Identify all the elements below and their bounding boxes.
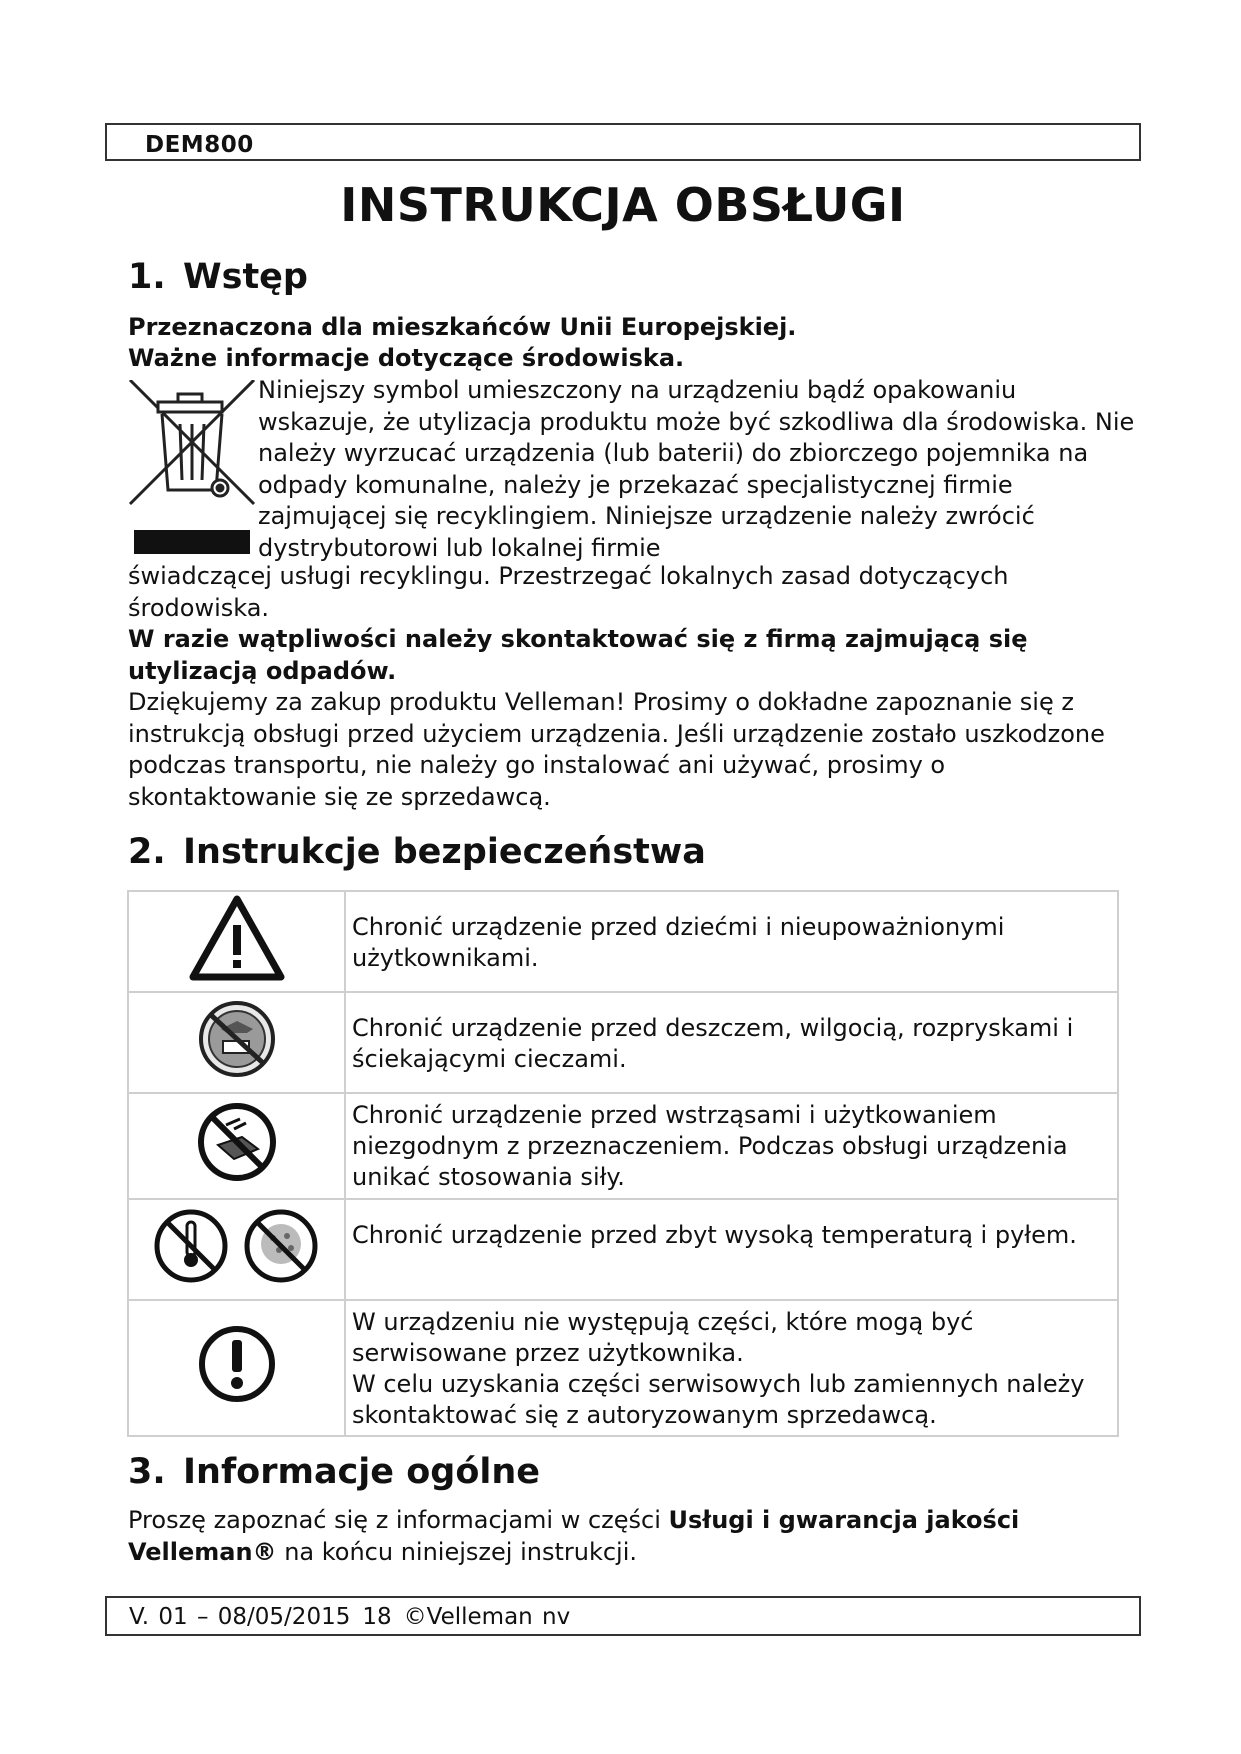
env-line: Ważne informacje dotyczące środowiska. xyxy=(128,344,685,372)
weee-text-continued: świadczącej usługi recyklingu. Przestrzegać lokalnych zasad dotyczących środowiska. xyxy=(128,562,1009,622)
footer-copyright: ©Velleman nv xyxy=(403,1604,571,1630)
general-info-text: Proszę zapoznać się z informacjami w części xyxy=(128,1506,669,1534)
warning-triangle-icon xyxy=(189,895,285,981)
footer-text xyxy=(129,1604,582,1630)
general-info-paragraph xyxy=(128,1505,1088,1568)
table-row xyxy=(128,992,1118,1093)
footer-version: V. 01 – 08/05/2015 xyxy=(129,1604,351,1630)
header-box xyxy=(105,123,1141,161)
table-row xyxy=(128,1093,1118,1199)
safety-text-cell xyxy=(345,1093,1118,1199)
warranty-reference: Usługi i gwarancja jakości Velleman® xyxy=(128,1506,1020,1566)
table-row xyxy=(128,891,1118,992)
section-1-number: 1. xyxy=(128,257,166,297)
attention-icon xyxy=(196,1323,278,1405)
thanks-paragraph: Dziękujemy za zakup produktu Velleman! Prosimy o dokładne zapoznanie się z instrukcją obsługi przed użyciem urządzenia. Jeśli urządzenie zostało uszkodzone podczas transportu, nie należy go instalować ani używać, prosimy o skontaktowanie się ze sprzedawcą. xyxy=(128,688,1105,811)
page-number: 18 xyxy=(362,1604,392,1630)
safety-table xyxy=(127,890,1119,1437)
safety-text: W urządzeniu nie występują części, które mogą być serwisowane przez użytkownika. xyxy=(352,1308,974,1367)
icon-cell xyxy=(128,1199,345,1300)
icon-cell xyxy=(128,992,345,1093)
safety-text: Chronić urządzenie przed deszczem, wilgocią, rozpryskami i ściekającymi cieczami. xyxy=(352,1014,1074,1073)
section-3-number: 3. xyxy=(128,1452,166,1492)
section-2-number: 2. xyxy=(128,832,166,872)
table-row xyxy=(128,1300,1118,1436)
safety-text: Chronić urządzenie przed wstrząsami i użytkowaniem niezgodnym z przeznaczeniem. Podczas obsługi urządzenia unikać stosowania siły. xyxy=(352,1101,1068,1191)
safety-text: W celu uzyskania części serwisowych lub zamiennych należy skontaktować się z autoryzowanym sprzedawcą. xyxy=(352,1370,1085,1429)
section-3-heading xyxy=(128,1452,540,1492)
icon-cell xyxy=(128,1300,345,1436)
no-dust-icon xyxy=(247,1212,315,1280)
table-row xyxy=(128,1199,1118,1300)
section-1-heading xyxy=(128,257,308,297)
no-heat-no-dust-icon xyxy=(147,1206,327,1286)
general-info-text-end: na końcu niniejszej instrukcji. xyxy=(276,1537,637,1566)
safety-text-cell xyxy=(345,1300,1118,1436)
icon-cell xyxy=(128,891,345,992)
section-1-title: Wstęp xyxy=(183,257,308,297)
no-shock-icon xyxy=(196,1101,278,1183)
footer-box xyxy=(105,1596,1141,1636)
safety-text: Chronić urządzenie przed dziećmi i nieupoważnionymi użytkownikami. xyxy=(352,913,1005,972)
model-name: DEM800 xyxy=(145,132,254,158)
section-2-heading xyxy=(128,832,706,872)
no-water-icon xyxy=(197,999,277,1079)
icon-cell xyxy=(128,1093,345,1199)
doubt-line: W razie wątpliwości należy skontaktować się z firmą zajmującą się utylizacją odpadów. xyxy=(128,625,1028,685)
weee-text: Niniejszy symbol umieszczony na urządzeniu bądź opakowaniu wskazuje, że utylizacja produktu może być szkodliwa dla środowiska. Nie należy wyrzucać urządzenia (lub baterii) do zbiorczego pojemnika na odpady komunalne, należy je przekazać specjalistycznej firmie zajmującej się recyklingiem. Niniejsze urządzenie należy zwrócić dystrybutorowi lub lokalnej firmie xyxy=(258,376,1135,562)
section-3-title: Informacje ogólne xyxy=(183,1452,541,1492)
safety-text-cell xyxy=(345,992,1118,1093)
eu-line: Przeznaczona dla mieszkańców Unii Europejskiej. xyxy=(128,313,797,341)
safety-text: Chronić urządzenie przed zbyt wysoką temperaturą i pyłem. xyxy=(352,1221,1077,1249)
weee-bin-icon xyxy=(128,380,256,560)
safety-text-cell xyxy=(345,1199,1118,1300)
safety-text-cell xyxy=(345,891,1118,992)
document-title: INSTRUKCJA OBSŁUGI xyxy=(340,178,906,232)
section-2-title: Instrukcje bezpieczeństwa xyxy=(183,832,706,872)
no-heat-icon xyxy=(157,1212,225,1280)
